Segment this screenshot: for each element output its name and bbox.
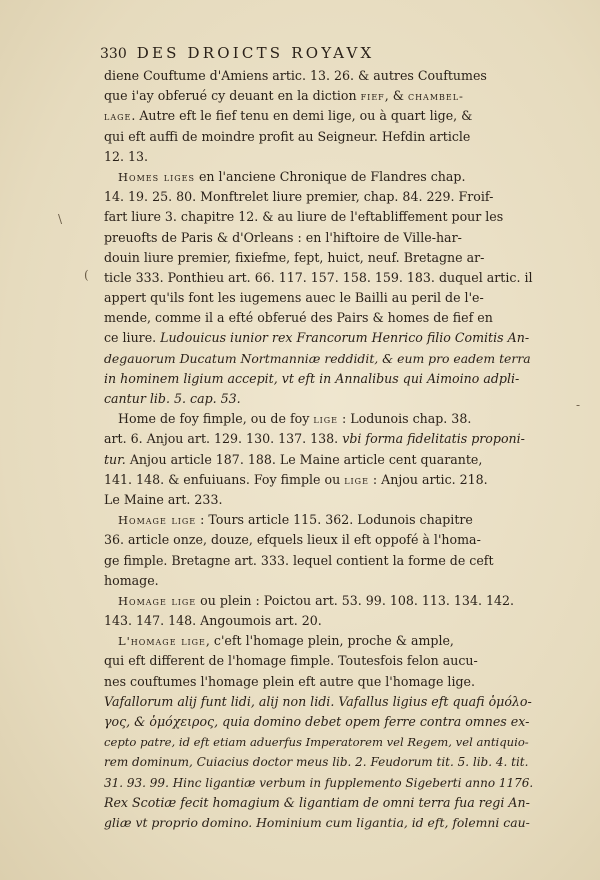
roman-text: qui eft different de l'homage fimple. Toutesfois felon aucu- xyxy=(104,653,478,669)
italic-text: degauorum Ducatum Nortmanniæ reddidit, & eum pro eadem terra xyxy=(104,350,531,366)
text-line xyxy=(104,530,534,550)
italic-text: cepto patre, id eft etiam aduerfus Imperatorem vel Regem, vel antiquio- xyxy=(104,735,529,750)
text-line xyxy=(104,268,534,288)
roman-text: : Anjou artic. 218. xyxy=(368,471,488,487)
text-line xyxy=(104,66,534,86)
roman-text: mende, comme il a efté obferué des Pairs & homes de fief en xyxy=(104,310,493,326)
text-line xyxy=(104,429,534,449)
italic-text: γος, & ὁμόχειρος, quia domino debet opem ferre contra omnes ex- xyxy=(104,714,530,729)
italic-text: 31. 93. 99. Hinc ligantiæ verbum in fupplemento Sigeberti anno 1176. xyxy=(104,775,534,790)
running-title: DES DROICTS ROYAVX xyxy=(136,44,375,62)
text-line xyxy=(104,712,534,732)
italic-text: tur. xyxy=(104,451,126,467)
text-line xyxy=(104,228,534,248)
roman-text: 141. 148. & enfuiuans. Foy fimple ou xyxy=(104,471,345,487)
roman-text: Home de foy fimple, ou de foy xyxy=(118,411,314,427)
page-number: 330 xyxy=(100,46,127,62)
roman-text: , & xyxy=(384,88,408,104)
roman-text: diene Couftume d'Amiens artic. 13. 26. & autres Couftumes xyxy=(104,68,487,83)
roman-text: : Tours article 115. 362. Lodunois chapitre xyxy=(196,512,473,528)
text-line xyxy=(104,86,534,106)
roman-text: , c'eft l'homage plein, proche & ample, xyxy=(205,633,454,649)
italic-text: rem dominum, Cuiacius doctor meus lib. 2. Feudorum tit. 5. lib. 4. tit. xyxy=(104,755,529,770)
small-caps-text: Homes liges xyxy=(118,169,195,184)
roman-text: ce liure. xyxy=(104,330,161,346)
margin-mark: - xyxy=(576,398,581,412)
small-caps-text: Homage lige xyxy=(118,593,197,608)
roman-text: douin liure premier, fixiefme, fept, huict, neuf. Bretagne ar- xyxy=(104,249,485,265)
text-line xyxy=(104,147,534,167)
running-header xyxy=(100,44,540,62)
text-line xyxy=(104,106,534,126)
text-line xyxy=(104,470,534,490)
text-line xyxy=(104,752,534,772)
italic-text: Ludouicus iunior rex Francorum Henrico filio Comitis An- xyxy=(160,330,530,346)
italic-text: Vafallorum alij funt lidi, alij non lidi. Vafallus ligius eft quafi ὁμόλο- xyxy=(104,693,532,709)
margin-mark: ( xyxy=(84,268,89,282)
roman-text: Anjou article 187. 188. Le Maine article cent quarante, xyxy=(125,451,483,467)
small-caps-text: lage xyxy=(104,109,132,124)
roman-text: . Autre eft le fief tenu en demi lige, ou à quart lige, & xyxy=(131,108,473,124)
roman-text: que i'ay obferué cy deuant en la diction xyxy=(104,88,361,104)
text-line xyxy=(104,349,534,369)
roman-text: : Lodunois chap. 38. xyxy=(338,411,472,427)
text-line xyxy=(104,651,534,671)
text-line xyxy=(104,510,534,530)
text-line xyxy=(104,672,534,692)
roman-text: 14. 19. 25. 80. Monftrelet liure premier, chap. 84. 229. Froif- xyxy=(104,189,494,205)
text-line xyxy=(104,692,534,712)
text-line xyxy=(104,167,534,187)
text-line xyxy=(104,793,534,813)
text-line xyxy=(104,369,534,389)
text-line xyxy=(104,813,534,833)
text-line xyxy=(104,288,534,308)
roman-text: 36. article onze, douze, efquels lieux il eft oppofé à l'homa- xyxy=(104,532,481,548)
roman-text: qui eft auffi de moindre profit au Seigneur. Hefdin article xyxy=(104,128,471,144)
roman-text: 12. 13. xyxy=(104,148,149,164)
italic-text: gliæ vt proprio domino. Hominium cum ligantia, id eft, folemni cau- xyxy=(104,814,530,830)
text-line xyxy=(104,591,534,611)
text-line xyxy=(104,127,534,147)
text-line xyxy=(104,308,534,328)
italic-text: cantur lib. 5. cap. 53. xyxy=(104,391,241,406)
roman-text: 143. 147. 148. Angoumois art. 20. xyxy=(104,613,322,629)
roman-text: ge fimple. Bretagne art. 333. lequel contient la forme de ceft xyxy=(104,552,494,568)
small-caps-text: L'homage lige xyxy=(118,634,206,649)
roman-text: art. 6. Anjou art. 129. 130. 137. 138. xyxy=(104,431,343,447)
roman-text: appert qu'ils font les iugemens auec le Bailli au peril de l'e- xyxy=(104,290,484,306)
roman-text: ou plein : Poictou art. 53. 99. 108. 113. 134. 142. xyxy=(196,592,515,608)
text-line xyxy=(104,187,534,207)
roman-text: ticle 333. Ponthieu art. 66. 117. 157. 158. 159. 183. duquel artic. il xyxy=(104,269,533,285)
text-line xyxy=(104,207,534,227)
text-line xyxy=(104,409,534,429)
text-line xyxy=(104,450,534,470)
small-caps-text: lige xyxy=(313,412,339,427)
roman-text: Le Maine art. 233. xyxy=(104,491,223,507)
text-line xyxy=(104,611,534,631)
small-caps-text: Homage lige xyxy=(118,513,197,528)
roman-text: fart liure 3. chapitre 12. & au liure de l'eftabliffement pour les xyxy=(104,209,504,225)
body-text xyxy=(104,66,534,833)
roman-text: preuofts de Paris & d'Orleans : en l'hiftoire de Ville-har- xyxy=(104,229,462,245)
text-line xyxy=(104,490,534,510)
text-line xyxy=(104,571,534,591)
text-line xyxy=(104,389,534,409)
italic-text: vbi forma fidelitatis proponi- xyxy=(342,431,525,447)
text-line xyxy=(104,328,534,348)
italic-text: in hominem ligium accepit, vt eft in Annalibus qui Aimoino adpli- xyxy=(104,370,520,386)
text-line xyxy=(104,551,534,571)
small-caps-text: chambel- xyxy=(407,89,464,104)
text-line xyxy=(104,773,534,793)
text-line xyxy=(104,732,534,752)
text-line xyxy=(104,631,534,651)
small-caps-text: lige xyxy=(344,472,369,487)
italic-text: Rex Scotiæ fecit homagium & ligantiam de omni terra fua regi An- xyxy=(104,794,530,810)
roman-text: nes couftumes l'homage plein eft autre que l'homage lige. xyxy=(104,673,475,689)
roman-text: en l'anciene Chronique de Flandres chap. xyxy=(194,168,466,184)
text-line xyxy=(104,248,534,268)
small-caps-text: fief xyxy=(360,89,385,104)
roman-text: homage. xyxy=(104,572,159,588)
margin-mark: \ xyxy=(58,212,63,226)
